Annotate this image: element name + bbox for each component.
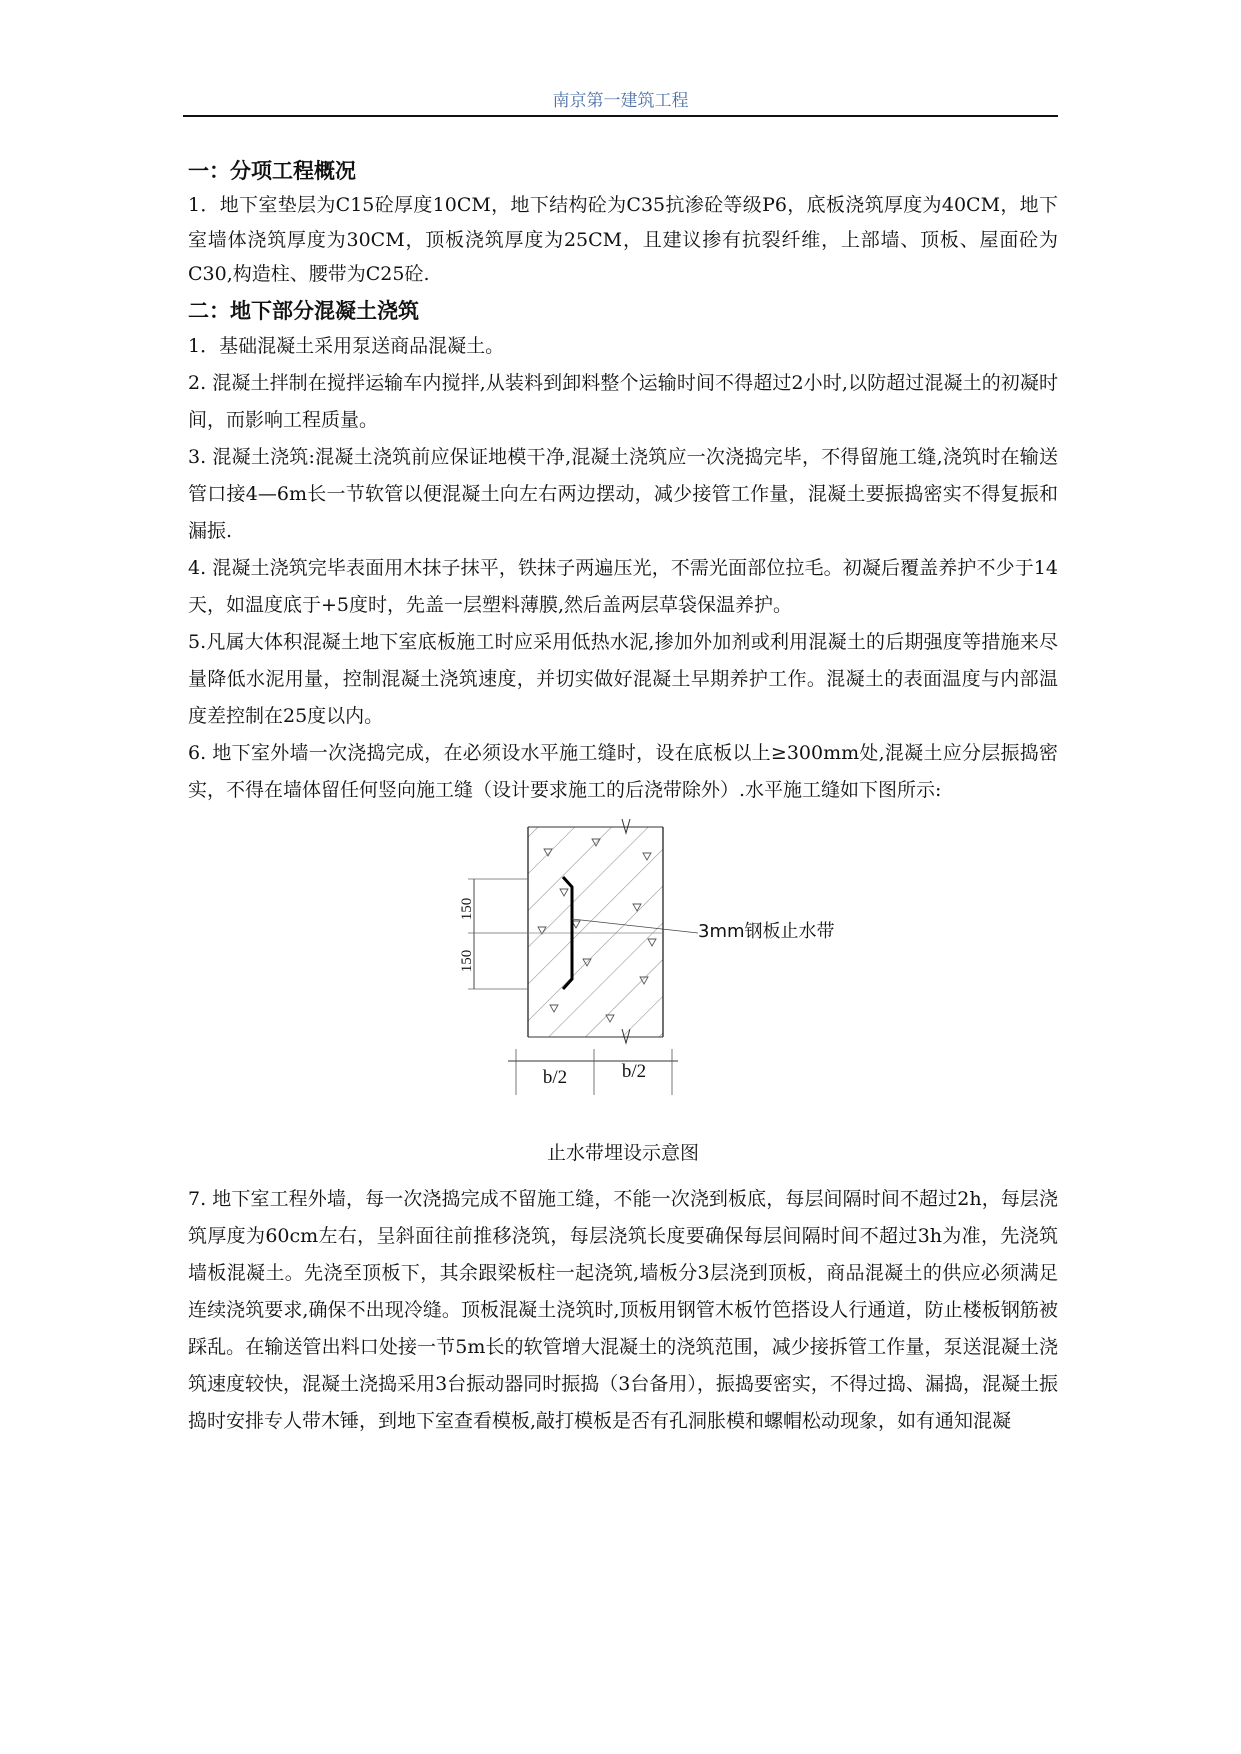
paragraph-item-2: 2. 混凝土拌制在搅拌运输车内搅拌,从装料到卸料整个运输时间不得超过2小时,以防超过混凝土的初凝时间，而影响工程质量。	[188, 371, 1058, 431]
waterstop-diagram	[188, 809, 1058, 1181]
section-heading-pouring: 二：地下部分混凝土浇筑	[188, 298, 419, 323]
paragraph-item-6: 6. 地下室外墙一次浇捣完成，在必须设水平施工缝时，设在底板以上≥300mm处,混凝土应分层振捣密实，不得在墙体留任何竖向施工缝（设计要求施工的后浇带除外）.水平施工缝如下图所示:	[188, 741, 1058, 801]
paragraph-overview-1: 1．地下室垫层为C15砼厚度10CM，地下结构砼为C35抗渗砼等级P6，底板浇筑厚度为40CM，地下室墙体浇筑厚度为30CM，顶板浇筑厚度为25CM，且建议掺有抗裂纤维，上部墙、顶板、屋面砼为C30,构造柱、腰带为C25砼.	[188, 194, 1058, 285]
paragraph-item-5: 5.凡属大体积混凝土地下室底板施工时应采用低热水泥,掺加外加剂或利用混凝土的后期强度等措施来尽量降低水泥用量，控制混凝土浇筑速度，并切实做好混凝土早期养护工作。混凝土的表面温度与内部温度差控制在25度以内。	[188, 630, 1058, 727]
page-header: 南京第一建筑工程	[552, 91, 689, 111]
document-body	[188, 154, 1058, 1440]
wall-section	[528, 827, 663, 1037]
waterstop-label: 3mm钢板止水带	[698, 920, 835, 942]
paragraph-item-4: 4. 混凝土浇筑完毕表面用木抹子抹平，铁抹子两遍压光，不需光面部位拉毛。初凝后覆盖养护不少于14天，如温度底于+5度时，先盖一层塑料薄膜,然后盖两层草袋保温养护。	[188, 556, 1058, 616]
paragraph-item-3: 3. 混凝土浇筑:混凝土浇筑前应保证地模干净,混凝土浇筑应一次浇捣完毕，不得留施工缝,浇筑时在输送管口接4—6m长一节软管以便混凝土向左右两边摆动，减少接管工作量，混凝土要振捣密实不得复振和漏振.	[188, 445, 1058, 542]
waterstop-diagram-drawing	[188, 809, 1058, 1181]
header-divider	[183, 115, 1058, 117]
figure-caption: 止水带埋设示意图	[546, 1141, 699, 1164]
section-heading-overview: 一：分项工程概况	[188, 159, 356, 183]
dim-label-bottom: 150	[459, 949, 475, 972]
paragraph-item-1: 1．基础混凝土采用泵送商品混凝土。	[188, 334, 505, 357]
paragraph-item-7: 7. 地下室工程外墙，每一次浇捣完成不留施工缝，不能一次浇到板底，每层间隔时间不超过2h，每层浇筑厚度为60cm左右，呈斜面往前推移浇筑，每层浇筑长度要确保每层间隔时间不超过3h为准，先浇筑墙板混凝土。先浇至顶板下，其余跟梁板柱一起浇筑,墙板分3层浇到顶板，商品混凝土的供应必须满足连续浇筑要求,确保不出现冷缝。顶板混凝土浇筑时,顶板用钢管木板竹笆搭设人行通道，防止楼板钢筋被踩乱。在输送管出料口处接一节5m长的软管增大混凝土的浇筑范围，减少接拆管工作量，泵送混凝土浇筑速度较快，混凝土浇捣采用3台振动器同时振捣（3台备用），振捣要密实，不得过捣、漏捣，混凝土振捣时安排专人带木锤，到地下室查看模板,敲打模板是否有孔洞胀模和螺帽松动现象，如有通知混凝	[188, 1187, 1058, 1432]
b-half-left-label: b/2	[542, 1066, 568, 1088]
dim-label-top: 150	[459, 897, 475, 920]
b-half-right-label: b/2	[621, 1060, 647, 1082]
